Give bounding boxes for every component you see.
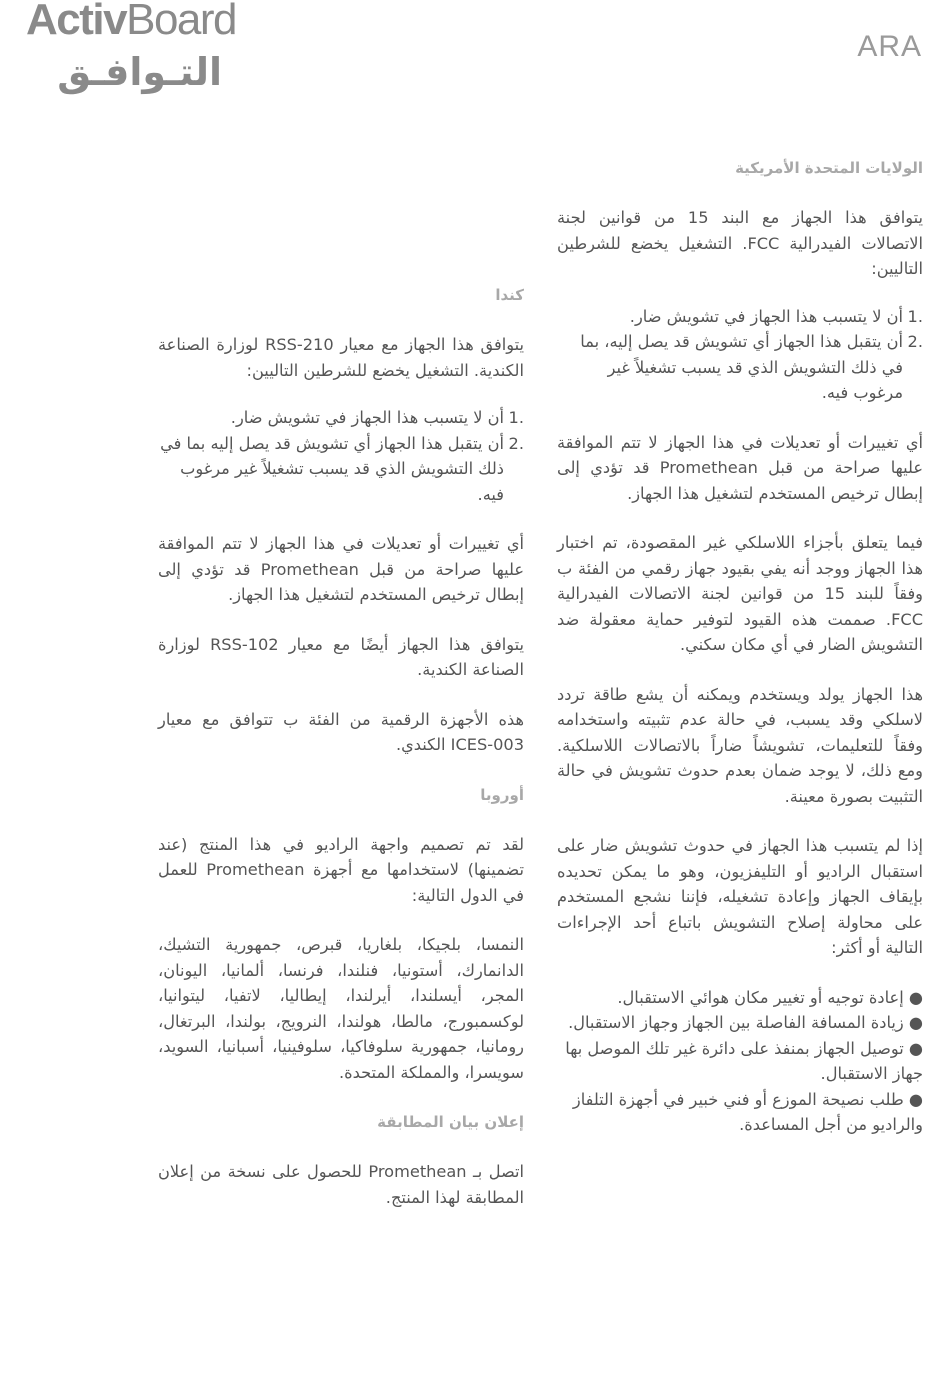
brand-logo (26, 0, 286, 46)
list-item: .1 أن لا يتسبب هذا الجهاز في تشويش ضار. (230, 408, 524, 427)
usa-wireless-paragraph: فيما يتعلق بأجزاء اللاسلكي غير المقصودة، تم اختبار هذا الجهاز ووجد أنه يفي بقيود جهاز رقمي من الفئة ب وفقاً للبند 15 من قوانين لجنة الاتصالات الفيدرالية FCC. صممت هذه القيود لتوفير حماية معقولة ضد التشويش الضار في أي مكان سكني. (557, 533, 923, 654)
header-brand (26, 0, 286, 94)
declaration-heading: إعلان بيان المطابقة (377, 1113, 524, 1131)
list-item: ● توصيل الجهاز بمنفذ على دائرة غير تلك الموصل بها جهاز الاستقبال. (565, 1038, 923, 1083)
section-usa (557, 153, 923, 1138)
usa-measures-list (557, 985, 923, 1138)
brand-logo-part1: Activ (26, 0, 127, 44)
usa-changes-paragraph: أي تغييرات أو تعديلات في هذا الجهاز لا تتم الموافقة عليها صراحة من قبل Promethean قد تؤدي إلى إبطال ترخيص المستخدم لتشغيل هذا الجهاز. (557, 432, 923, 503)
list-item: .1 أن لا يتسبب هذا الجهاز في تشويش ضار. (629, 306, 923, 326)
list-item: ● إعادة توجيه أو تغيير مكان هوائي الاستقبال. (617, 987, 923, 1007)
canada-conditions-list (158, 405, 524, 507)
canada-intro: يتوافق هذا الجهاز مع معيار RSS-210 لوزارة الصناعة الكندية. التشغيل يخضع للشرطين التاليين: (158, 335, 524, 380)
usa-conditions-list (557, 304, 923, 406)
usa-energy-paragraph: هذا الجهاز يولد ويستخدم ويمكنه أن يشع طاقة تردد لاسلكي وقد يسبب، في حالة عدم تثبيته واستخدامه وفقاً للتعليمات، تشويشاً ضاراً بالاتصالات اللاسلكية. ومع ذلك، لا يوجد ضمان بعدم حدوث تشويش في حالة التثبيت بصورة معينة. (557, 684, 923, 806)
page-title: التـوافـق (57, 50, 222, 94)
list-item: .2 أن يتقبل هذا الجهاز أي تشويش قد يصل إليه بما في ذلك التشويش الذي قد يسبب تشغيلاً غير مرغوب فيه. (160, 433, 524, 504)
europe-countries-paragraph: النمسا، بلجيكا، بلغاريا، قبرص، جمهورية التشيك، الدانمارك، أستونيا، فنلندا، فرنسا، ألمانيا، اليونان، المجر، أيسلندا، أيرلندا، إيطاليا، لاتفيا، ليتوانيا، لوكسمبورج، مالطا، هولندا، النرويج، بولندا، البرتغال، رومانيا، جمهورية سلوفاكيا، سلوفينيا، أسبانيا، السويد، سويسرا، والمملكة المتحدة. (158, 935, 524, 1082)
canada-changes-paragraph: أي تغييرات أو تعديلات في هذا الجهاز لا تتم الموافقة عليها صراحة من قبل Promethean قد تؤدي إلى إبطال ترخيص المستخدم لتشغيل هذا الجهاز. (158, 534, 524, 604)
europe-radio-paragraph: لقد تم تصميم واجهة الراديو في هذا المنتج (عند تضمينها) لاستخدامها مع أجهزة Promethean للعمل في الدول التالية: (158, 834, 524, 905)
canada-rss102-paragraph: يتوافق هذا الجهاز أيضًا مع معيار RSS-102 لوزارة الصناعة الكندية. (158, 634, 524, 679)
list-item: .2 أن يتقبل هذا الجهاز أي تشويش قد يصل إليه، بما في ذلك التشويش الذي قد يسبب تشغيلاً غير مرغوب فيه. (580, 332, 923, 402)
brand-logo-part2: Board (126, 0, 237, 44)
list-item: ● طلب نصيحة الموزع أو فني خبير في أجهزة التلفاز والراديو من أجل المساعدة. (572, 1089, 923, 1134)
section-canada-europe (158, 280, 524, 1210)
declaration-paragraph: اتصل بـ Promethean للحصول على نسخة من إعلان المطابقة لهذا المنتج. (158, 1162, 524, 1207)
usa-intro: يتوافق هذا الجهاز مع البند 15 من قوانين لجنة الاتصالات الفيدرالية FCC. التشغيل يخضع للشرطين التاليين: (557, 208, 923, 278)
language-code: ARA (857, 30, 922, 63)
usa-heading: الولايات المتحدة الأمريكية (735, 159, 923, 177)
list-item: ● زيادة المسافة الفاصلة بين الجهاز وجهاز الاستقبال. (568, 1013, 923, 1032)
usa-interference-paragraph: إذا لم يتسبب هذا الجهاز في حدوث تشويش ضار على استقبال الراديو أو التليفزيون، وهو ما يمكن تحديده بإيقاف الجهاز وإعادة تشغيله، فإننا نشجع المستخدم على محاولة إصلاح التشويش باتباع أحد الإجراءات التالية أو أكثر: (557, 836, 923, 957)
europe-heading: أوروبا (480, 785, 524, 804)
canada-heading: كندا (495, 286, 524, 304)
canada-ices-paragraph: هذه الأجهزة الرقمية من الفئة ب تتوافق مع معيار ICES-003 الكندي. (158, 709, 524, 754)
